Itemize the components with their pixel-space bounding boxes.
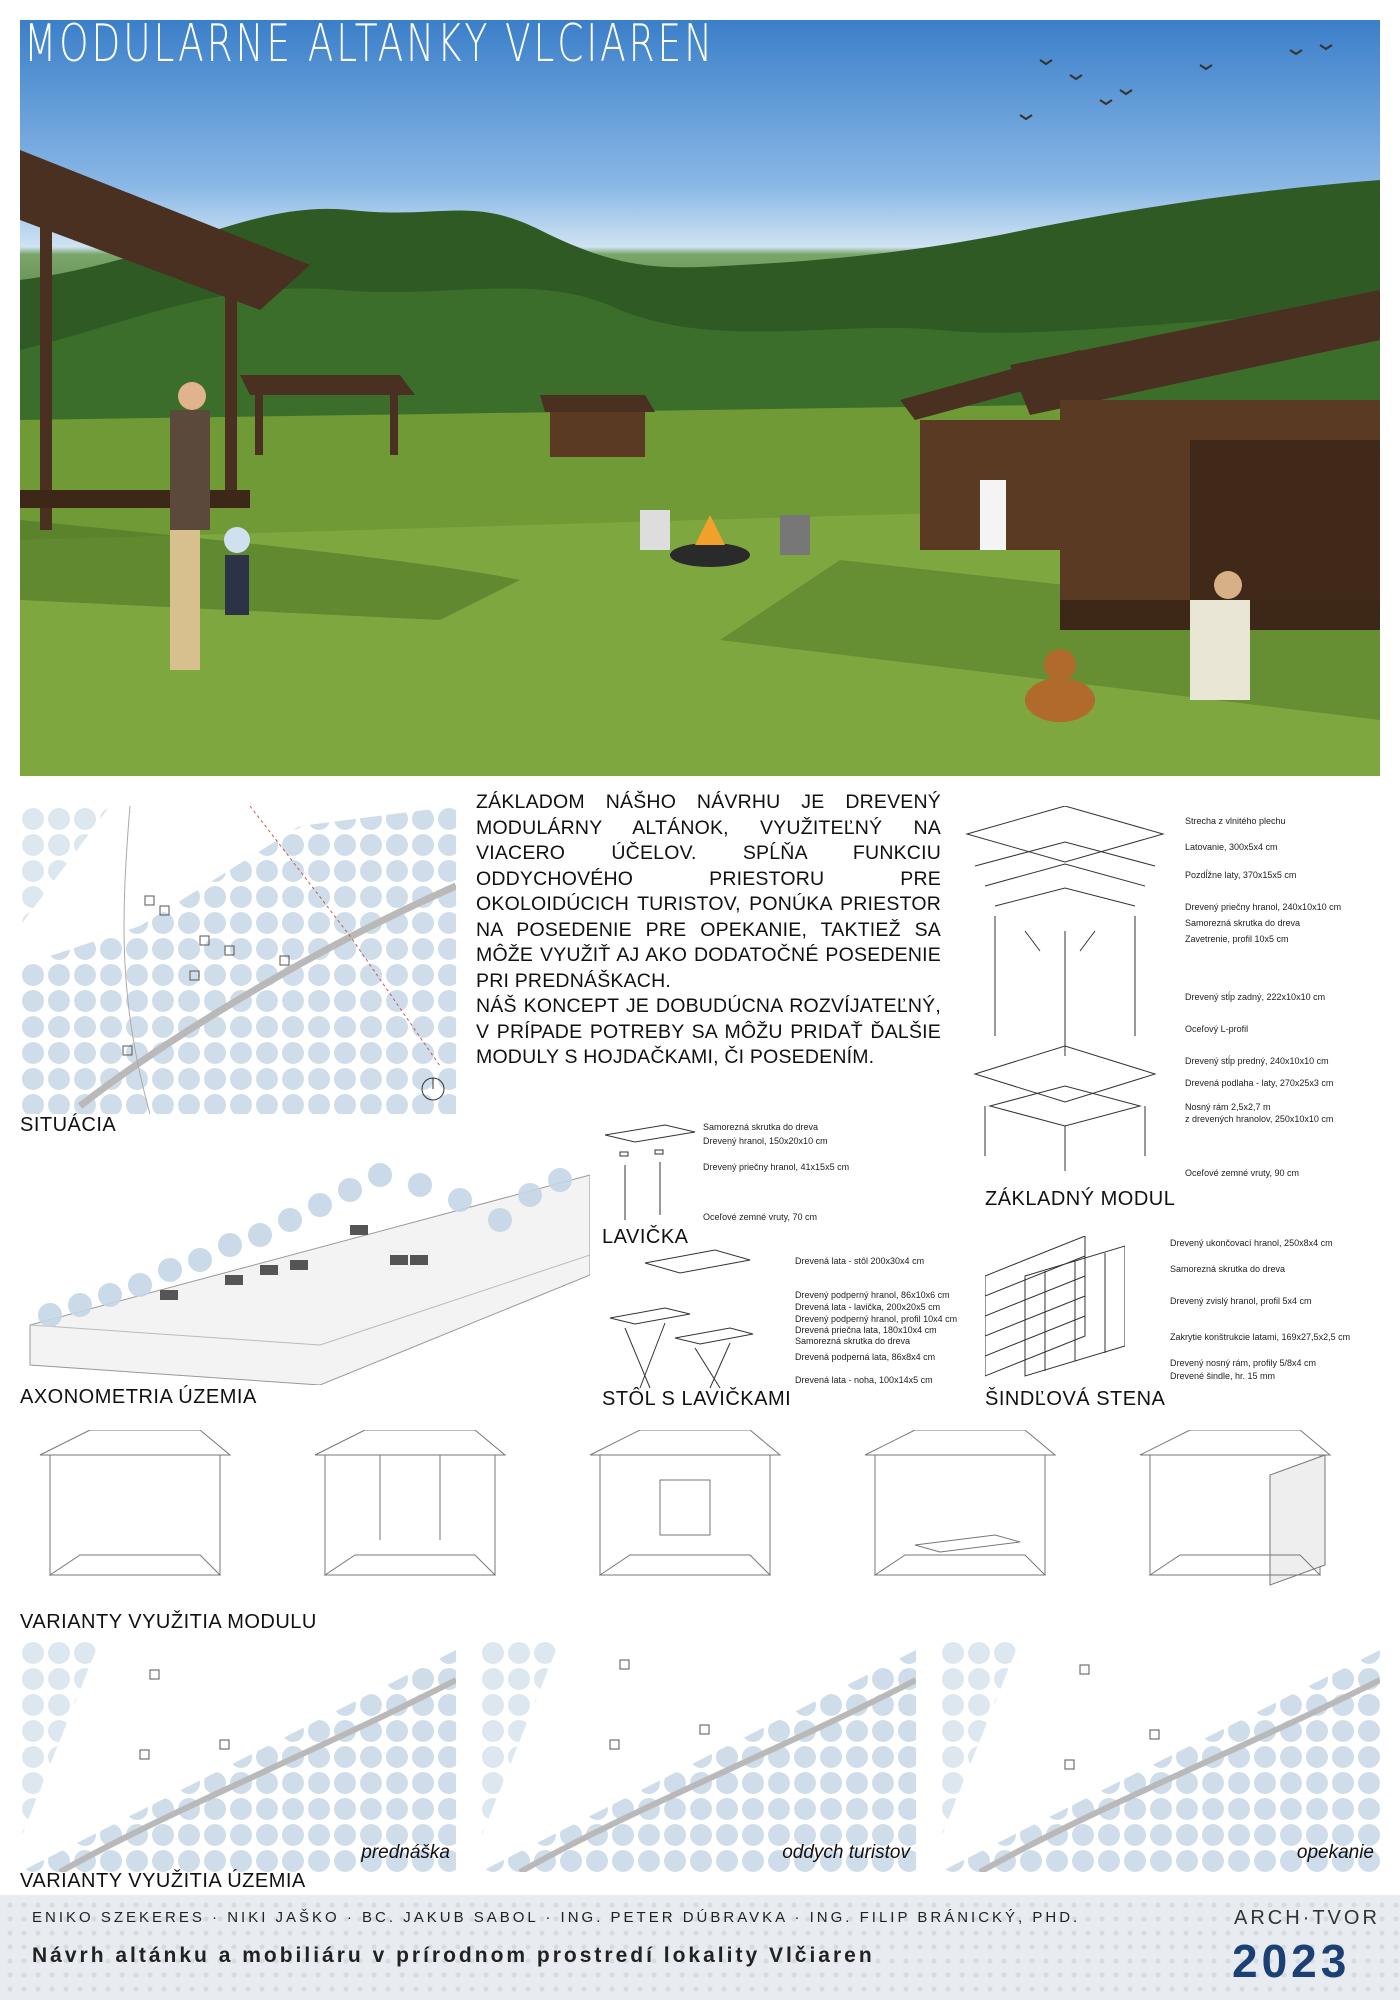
varianty-uzemia-caption: VARIANTY VYUŽITIA ÚZEMIA xyxy=(20,1870,306,1892)
module-variants xyxy=(20,1430,1380,1595)
bench-diagram xyxy=(605,1120,935,1225)
territory-variant-map xyxy=(480,1640,916,1872)
year: 2023 xyxy=(1232,1935,1351,1987)
bench-drawing xyxy=(605,1120,705,1225)
modul-label: z drevených hranolov, 250x10x10 cm xyxy=(1185,1114,1334,1124)
variant-label: opekanie xyxy=(1296,1842,1374,1863)
modul-label: Oceľový L-profil xyxy=(1185,1024,1249,1034)
stena-label: Drevené šindle, hr. 15 mm xyxy=(1170,1371,1276,1381)
modul-label: Drevený stĺp zadný, 222x10x10 cm xyxy=(1185,992,1326,1002)
modul-label: Drevený priečny hranol, 240x10x10 cm xyxy=(1185,902,1342,912)
stol-label: Samorezná skrutka do dreva xyxy=(795,1336,911,1346)
situation-map xyxy=(20,806,456,1114)
modul-label: Pozdĺžne laty, 370x15x5 cm xyxy=(1185,870,1297,880)
intro-paragraph-2: NÁŠ KONCEPT JE DOBUDÚCNA ROZVÍJATEĽNÝ, V PRÍPADE POTREBY SA MÔŽU PRIDAŤ ĎALŠIE MODULY S HOJDAČKAMI, ČI POSEDENÍM. xyxy=(476,995,941,1068)
hero-render xyxy=(20,20,1380,776)
stol-caption: STÔL S LAVIČKAMI xyxy=(602,1388,792,1410)
stol-label: Drevená podperná lata, 86x8x4 cm xyxy=(795,1352,936,1362)
lavicka-label: Drevený priečny hranol, 41x15x5 cm xyxy=(703,1162,850,1172)
lavicka-caption: LAVIČKA xyxy=(602,1226,689,1248)
stol-label: Drevená priečna lata, 180x10x4 cm xyxy=(795,1325,937,1335)
modul-label: Strecha z vlnitého plechu xyxy=(1185,816,1286,826)
territory-variant-map xyxy=(940,1640,1380,1872)
modul-label: Samorezná skrutka do dreva xyxy=(1185,918,1301,928)
territory-variant-map xyxy=(20,1640,456,1872)
module-variants-drawing xyxy=(20,1430,1380,1595)
brand: ARCH·TVOR xyxy=(1234,1907,1380,1929)
intro-text xyxy=(476,790,941,1071)
modul-label: Oceľové zemné vruty, 90 cm xyxy=(1185,1168,1299,1178)
sindlova-caption: ŠINDĽOVÁ STENA xyxy=(985,1388,1166,1410)
stol-label: Drevený podperný hranol, 86x10x6 cm xyxy=(795,1290,950,1300)
stena-label: Drevený ukončovací hranol, 250x8x4 cm xyxy=(1170,1238,1333,1248)
table-bench-diagram xyxy=(605,1248,965,1393)
stena-label: Drevený zvislý hranol, profil 5x4 cm xyxy=(1170,1296,1312,1306)
lavicka-label: Oceľové zemné vruty, 70 cm xyxy=(703,1212,817,1222)
lavicka-label: Samorezná skrutka do dreva xyxy=(703,1122,819,1132)
territory-variant-drawing xyxy=(480,1640,916,1872)
modul-label: Drevený stĺp predný, 240x10x10 cm xyxy=(1185,1056,1329,1066)
variant-label: oddych turistov xyxy=(782,1842,910,1863)
page-title: MODULÁRNE ALTÁNKY VLČIAREŇ xyxy=(24,14,715,74)
axonometry-drawing xyxy=(20,1145,590,1385)
modul-label: Latovanie, 300x5x4 cm xyxy=(1185,842,1278,852)
intro-paragraph-1: ZÁKLADOM NÁŠHO NÁVRHU JE DREVENÝ MODULÁRNY ALTÁNOK, VYUŽITEĽNÝ NA VIACERO ÚČELOV. SPĹŇA FUNKCIU ODDYCHOVÉHO PRIESTORU PRE OKOLOIDÚCICH TURISTOV, PONÚKA PRIESTOR NA POSEDENIE PRE OPEKANIE, TAKTIEŽ SA MÔŽE VYUŽIŤ AJ AKO DODATOČNÉ POSEDENIE PRI PREDNÁŠKACH. xyxy=(476,791,941,992)
zakladny-modul-caption: ZÁKLADNÝ MODUL xyxy=(985,1188,1176,1210)
hero-scene xyxy=(20,20,1380,776)
modul-label: Drevená podlaha - laty, 270x25x3 cm xyxy=(1185,1078,1334,1088)
stol-label: Drevená lata - stôl 200x30x4 cm xyxy=(795,1256,925,1266)
stena-label: Drevený nosný rám, profily 5/8x4 cm xyxy=(1170,1358,1317,1368)
stena-label: Zakrytie konštrukcie latami, 169x27,5x2,5 cm xyxy=(1170,1332,1351,1342)
lavicka-label: Drevený hranol, 150x20x10 cm xyxy=(703,1136,828,1146)
project-subtitle: Návrh altánku a mobiliáru v prírodnom prostredí lokality Vlčiaren xyxy=(32,1944,875,1967)
territory-variant-drawing xyxy=(20,1640,456,1872)
situacia-caption: SITUÁCIA xyxy=(20,1114,117,1136)
territory-axonometry xyxy=(20,1145,590,1385)
shingle-wall-diagram xyxy=(985,1236,1380,1386)
basic-module-drawing xyxy=(965,806,1165,1176)
variant-label: prednáška xyxy=(361,1842,450,1863)
stena-label: Samorezná skrutka do dreva xyxy=(1170,1264,1286,1274)
table-bench-drawing xyxy=(605,1248,755,1393)
situation-map-drawing xyxy=(20,806,456,1114)
authors: ENIKO SZEKERES · NIKI JAŠKO · BC. JAKUB SABOL · ING. PETER DÚBRAVKA · ING. FILIP BRÁNICKÝ, PHD. xyxy=(32,1909,1081,1926)
modul-label: Zavetrenie, profil 10x5 cm xyxy=(1185,934,1289,944)
axonometria-caption: AXONOMETRIA ÚZEMIA xyxy=(20,1386,257,1408)
basic-module-diagram xyxy=(965,806,1380,1176)
shingle-wall-drawing xyxy=(985,1236,1125,1386)
modul-label: Nosný rám 2,5x2,7 m xyxy=(1185,1102,1271,1112)
stol-label: Drevená lata - lavička, 200x20x5 cm xyxy=(795,1302,941,1312)
territory-variant-drawing xyxy=(940,1640,1380,1872)
stol-label: Drevená lata - noha, 100x14x5 cm xyxy=(795,1375,933,1385)
stol-label: Drevený podperný hranol, profil 10x4 cm xyxy=(795,1314,958,1324)
varianty-modulu-caption: VARIANTY VYUŽITIA MODULU xyxy=(20,1611,317,1633)
